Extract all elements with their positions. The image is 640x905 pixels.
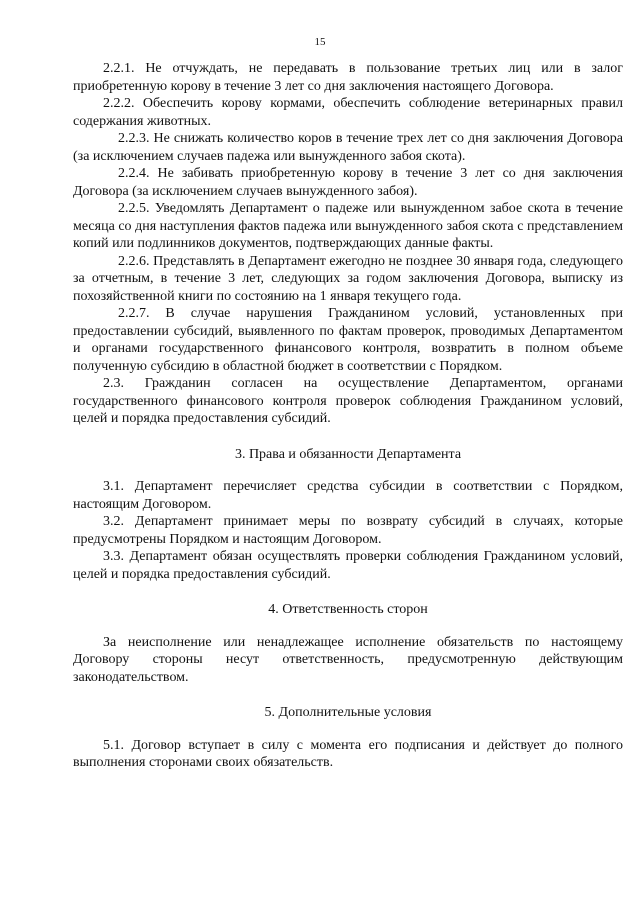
paragraph-3-2: 3.2. Департамент принимает меры по возврату субсидий в случаях, которые предусмотрены Порядком и настоящим Договором. [73, 514, 623, 547]
paragraph-3-1: 3.1. Департамент перечисляет средства субсидии в соответствии с Порядком, настоящим Договором. [73, 479, 623, 512]
paragraph-4-body: За неисполнение или ненадлежащее исполнение обязательств по настоящему Договору стороны несут ответственность, предусмотренную действующим законодательством. [73, 634, 623, 685]
section-5-heading: 5. Дополнительные условия [264, 705, 432, 720]
paragraph-2-2-3: 2.2.3. Не снижать количество коров в течение трех лет со дня заключения Договора (за исключением случаев падежа или вынужденного забоя скота). [73, 131, 623, 164]
section-4-heading: 4. Ответственность сторон [268, 602, 428, 617]
section-3-heading: 3. Права и обязанности Департамента [234, 446, 462, 462]
paragraph-2-2-4: 2.2.4. Не забивать приобретенную корову в течение 3 лет со дня заключения Договора (за исключением случаев вынужденного забоя). [73, 166, 623, 199]
paragraph-2-2-2: 2.2.2. Обеспечить корову кормами, обеспечить соблюдение ветеринарных правил содержания животных. [73, 96, 623, 129]
paragraph-2-2-1: 2.2.1. Не отчуждать, не передавать в пользование третьих лиц или в залог приобретенную корову в течение 3 лет со дня заключения настоящего Договора. [73, 61, 623, 94]
paragraph-2-2-6: 2.2.6. Представлять в Департамент ежегодно не позднее 30 января года, следующего за отчетным, в течение 3 лет, следующих за годом заключения Договора, выписку из похозяйственной книги по состоянию на 1 января текущего года. [73, 253, 623, 304]
paragraph-5-1: 5.1. Договор вступает в силу с момента его подписания и действует до полного выполнения сторонами своих обязательств. [73, 737, 623, 770]
paragraph-3-3: 3.3. Департамент обязан осуществлять проверки соблюдения Гражданином условий, целей и порядка предоставления субсидий. [73, 549, 623, 582]
paragraph-2-3: 2.3. Гражданин согласен на осуществление Департаментом, органами государственного финансового контроля проверок соблюдения Гражданином условий, целей и порядка предоставления субсидий. [73, 376, 623, 426]
document-body [73, 60, 623, 772]
page-number: 15 [314, 36, 326, 48]
paragraph-2-2-5: 2.2.5. Уведомлять Департамент о падеже или вынужденном забое скота в течение месяца со дня наступления фактов падежа или вынужденного забоя скота с представлением копий или подлинников документов, подтверждающих данные факты. [73, 201, 623, 251]
paragraph-2-2-7: 2.2.7. В случае нарушения Гражданином условий, установленных при предоставлении субсидий, выявленного по фактам проверок, проводимых Департаментом и органами государственного финансового контроля, возвратить в полном объеме полученную субсидию в областной бюджет в соответствии с Порядком. [73, 306, 623, 374]
